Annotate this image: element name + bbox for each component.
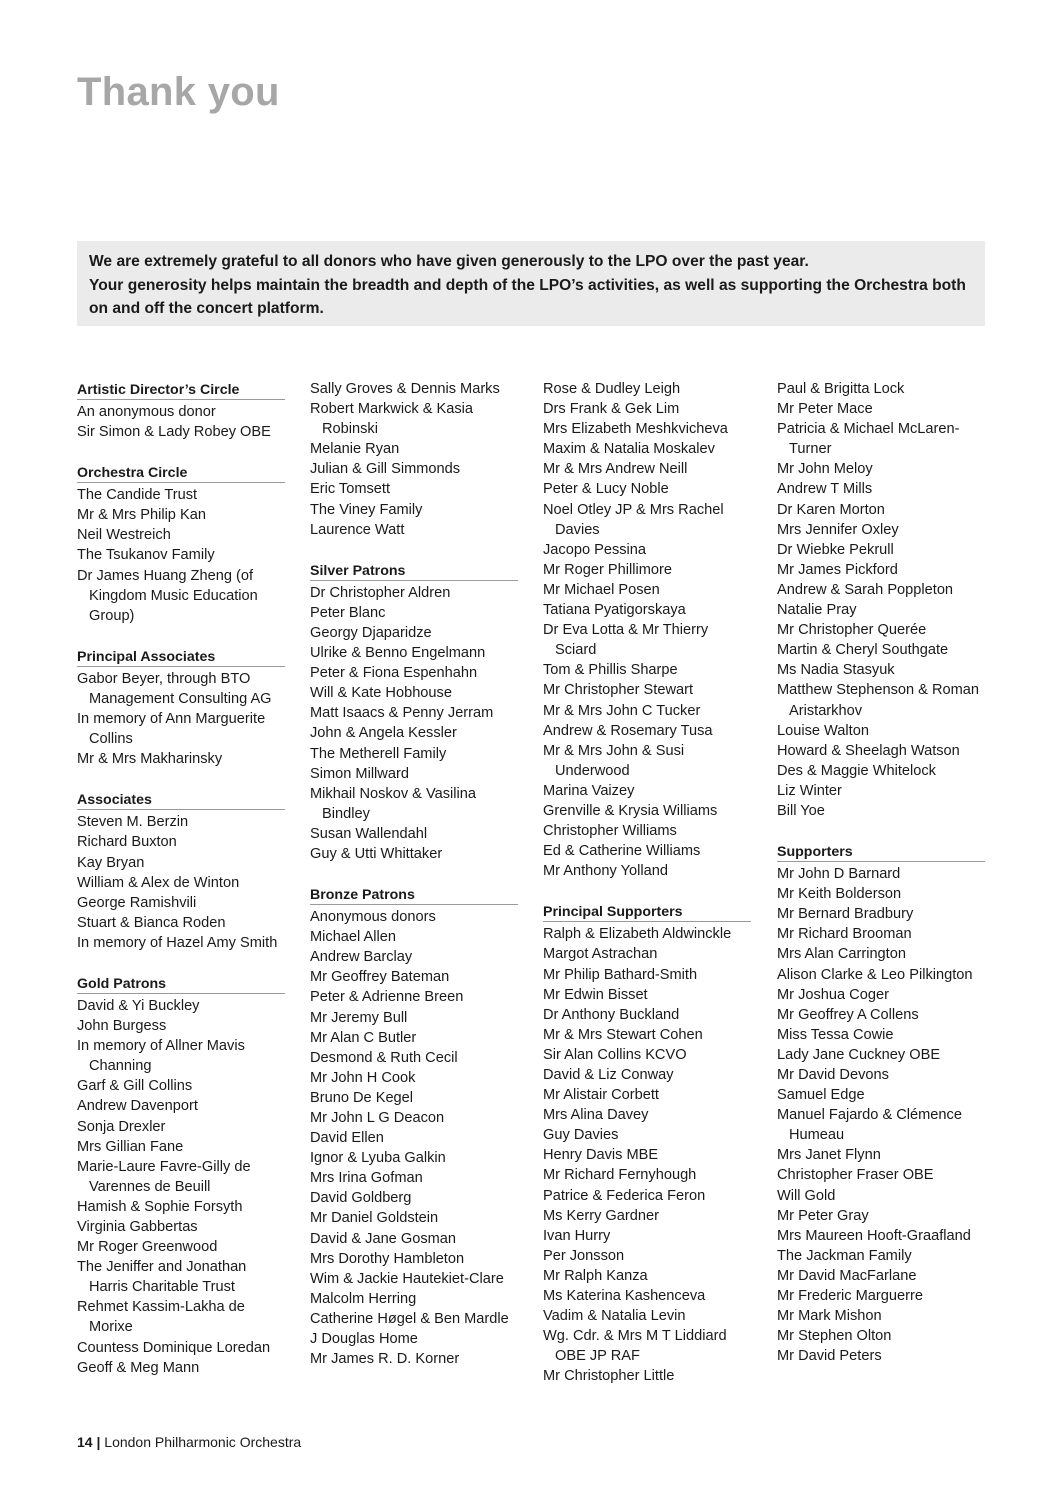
donor-name: Anonymous donors	[310, 909, 436, 926]
donor-name: Mr Mark Mishon	[777, 1308, 882, 1325]
donor-name: Sir Alan Collins KCVO	[543, 1046, 687, 1063]
donor-name: Mr & Mrs John C Tucker	[543, 702, 701, 719]
donor-name: Per Jonsson	[543, 1247, 625, 1264]
donor-name: John & Angela Kessler	[310, 725, 457, 742]
donor-name: Countess Dominique Loredan	[77, 1339, 271, 1356]
donor-name: Henry Davis MBE	[543, 1147, 659, 1164]
donor-name: Andrew T Mills	[777, 481, 873, 498]
donor-name: Rehmet Kassim-Lakha de Morixe	[77, 1299, 245, 1336]
donor-name: Mr Richard Fernyhough	[543, 1167, 697, 1184]
section-heading: Bronze Patrons	[310, 884, 518, 905]
donor-name: Martin & Cheryl Southgate	[777, 642, 949, 659]
donor-name: Dr Wiebke Pekrull	[777, 541, 894, 558]
donor-name: Sonja Drexler	[77, 1118, 166, 1135]
donor-section	[543, 379, 751, 881]
donor-name: Wim & Jackie Hautekiet-Clare	[310, 1270, 504, 1287]
donor-name: Mr Michael Posen	[543, 581, 660, 598]
intro-line-2: Your generosity helps maintain the breadth and depth of the LPO’s activities, as well as supporting the Orchestra both on and off the concert platform.	[89, 276, 966, 317]
donor-name: Manuel Fajardo & Clémence Humeau	[777, 1107, 962, 1144]
donor-name: Mrs Alina Davey	[543, 1107, 649, 1124]
donor-name: Michael Allen	[310, 929, 396, 946]
donor-name: Mrs Alan Carrington	[777, 946, 906, 963]
donor-name: Mr & Mrs Makharinsky	[77, 751, 223, 768]
donor-name: Andrew & Rosemary Tusa	[543, 722, 713, 739]
donor-name: Mr James R. D. Korner	[310, 1351, 460, 1368]
donor-name: Mr Alistair Corbett	[543, 1087, 659, 1104]
page-number: 14	[77, 1434, 93, 1450]
donor-name: David Ellen	[310, 1130, 384, 1147]
donor-name: Geoff & Meg Mann	[77, 1359, 200, 1376]
donor-name: Dr Karen Morton	[777, 501, 885, 518]
donor-name: Melanie Ryan	[310, 441, 400, 458]
intro-line-1: We are extremely grateful to all donors who have given generously to the LPO over the past year.	[89, 253, 809, 270]
donor-name: Robert Markwick & Kasia Robinski	[310, 401, 474, 438]
page-footer	[77, 1434, 301, 1450]
donor-name: Dr Anthony Buckland	[543, 1006, 680, 1023]
donor-name: Ralph & Elizabeth Aldwinckle	[543, 926, 732, 943]
donor-name: Samuel Edge	[777, 1087, 865, 1104]
donor-name: An anonymous donor	[77, 404, 216, 420]
donor-name: Mr Edwin Bisset	[543, 986, 648, 1003]
donor-name: Garf & Gill Collins	[77, 1078, 193, 1095]
donor-name: Mr David MacFarlane	[777, 1267, 917, 1284]
donor-name: Mr Anthony Yolland	[543, 863, 668, 880]
donor-name: Gabor Beyer, through BTO Management Consulting AG	[77, 670, 272, 707]
donor-name: Dr Eva Lotta & Mr Thierry Sciard	[543, 622, 709, 659]
donor-name: Peter & Fiona Espenhahn	[310, 665, 478, 682]
donor-name: Mrs Dorothy Hambleton	[310, 1250, 465, 1267]
donor-name: Mr Frederic Marguerre	[777, 1288, 923, 1305]
donor-name: Peter & Adrienne Breen	[310, 989, 464, 1006]
donor-column-3	[543, 379, 751, 1407]
donor-name: Guy & Utti Whittaker	[310, 845, 443, 862]
section-heading: Associates	[77, 789, 285, 810]
donor-name: Mr Geoffrey A Collens	[777, 1006, 919, 1023]
donor-name: Mr & Mrs Stewart Cohen	[543, 1026, 703, 1043]
donor-section	[310, 560, 518, 864]
donor-name: Andrew Davenport	[77, 1098, 198, 1115]
donor-name: Mr Richard Brooman	[777, 926, 912, 943]
donor-name: Tatiana Pyatigorskaya	[543, 602, 686, 619]
donor-name: Mr Joshua Coger	[777, 986, 889, 1003]
donor-name: Mrs Maureen Hooft-Graafland	[777, 1227, 971, 1244]
donor-name: Andrew Barclay	[310, 949, 413, 966]
donor-name: Kay Bryan	[77, 854, 145, 871]
donor-name: Neil Westreich	[77, 527, 171, 544]
section-heading: Artistic Director’s Circle	[77, 379, 285, 400]
donor-name: J Douglas Home	[310, 1331, 418, 1348]
donor-name: Matt Isaacs & Penny Jerram	[310, 705, 494, 722]
donor-name: Dr James Huang Zheng (of Kingdom Music Education Group)	[77, 567, 258, 624]
donor-name: The Viney Family	[310, 501, 423, 518]
donor-name: Louise Walton	[777, 722, 869, 739]
donor-name: George Ramishvili	[77, 894, 197, 911]
publication-name: London Philharmonic Orchestra	[104, 1434, 302, 1450]
donor-name: In memory of Ann Marguerite Collins	[77, 711, 266, 748]
donor-section	[77, 789, 285, 953]
donor-column-4	[777, 379, 985, 1386]
donor-name: Sally Groves & Dennis Marks	[310, 381, 500, 397]
donor-name: Mrs Irina Gofman	[310, 1170, 423, 1187]
donor-name: Miss Tessa Cowie	[777, 1026, 894, 1043]
donor-name: Julian & Gill Simmonds	[310, 461, 461, 478]
donor-name: Guy Davies	[543, 1127, 619, 1144]
donor-name: Patrice & Federica Feron	[543, 1187, 706, 1204]
donor-section	[310, 884, 518, 1369]
donor-name: Virginia Gabbertas	[77, 1219, 198, 1235]
donor-section	[77, 973, 285, 1378]
donor-name: Mr Peter Gray	[777, 1207, 869, 1224]
donor-name: Ivan Hurry	[543, 1227, 611, 1244]
donor-name: Mr John L G Deacon	[310, 1110, 445, 1126]
donor-name: Bill Yoe	[777, 802, 825, 819]
donor-name: Maxim & Natalia Moskalev	[543, 441, 715, 458]
section-heading: Principal Associates	[77, 646, 285, 667]
donor-name: Mr & Mrs John & Susi Underwood	[543, 742, 685, 779]
donor-name: Mr & Mrs Philip Kan	[77, 507, 206, 524]
donor-name: Patricia & Michael McLaren-Turner	[777, 421, 960, 458]
donor-name: Noel Otley JP & Mrs Rachel Davies	[543, 501, 724, 538]
donor-name: William & Alex de Winton	[77, 874, 240, 891]
donor-name: Mr Christopher Little	[543, 1368, 675, 1385]
donor-name: Will & Kate Hobhouse	[310, 685, 452, 702]
donor-section	[777, 841, 985, 1366]
donor-name: Ignor & Lyuba Galkin	[310, 1150, 446, 1167]
donor-name: Margot Astrachan	[543, 946, 658, 963]
donor-name: The Candide Trust	[77, 487, 198, 504]
donor-name: Christopher Fraser OBE	[777, 1167, 934, 1184]
donor-name: Paul & Brigitta Lock	[777, 381, 905, 397]
donor-section	[77, 462, 285, 626]
donor-name: Ulrike & Benno Engelmann	[310, 645, 486, 662]
donor-name: The Tsukanov Family	[77, 547, 215, 564]
donor-name: Lady Jane Cuckney OBE	[777, 1046, 941, 1063]
donor-name: Mr Christopher Querée	[777, 622, 927, 639]
donor-name: Mr Jeremy Bull	[310, 1009, 408, 1026]
donor-name: Jacopo Pessina	[543, 541, 647, 558]
donor-name: John Burgess	[77, 1018, 167, 1035]
donor-name: Mrs Elizabeth Meshkvicheva	[543, 421, 728, 438]
donor-name: Mr James Pickford	[777, 561, 898, 578]
donor-name: David & Liz Conway	[543, 1067, 674, 1083]
donor-name: The Jackman Family	[777, 1247, 912, 1264]
donor-name: Stuart & Bianca Roden	[77, 914, 226, 931]
donor-name: Natalie Pray	[777, 602, 857, 619]
donor-name: Mr Philip Bathard-Smith	[543, 966, 698, 983]
donor-name: Mr Keith Bolderson	[777, 886, 902, 903]
donor-name: Matthew Stephenson & Roman Aristarkhov	[777, 682, 979, 719]
section-heading: Principal Supporters	[543, 901, 751, 922]
donor-name: Ms Kerry Gardner	[543, 1207, 659, 1224]
donor-name: David & Yi Buckley	[77, 997, 200, 1014]
donor-name: Marie-Laure Favre-Gilly de Varennes de Beuill	[77, 1158, 251, 1195]
donor-name: Mr Daniel Goldstein	[310, 1210, 439, 1227]
donor-name: Peter & Lucy Noble	[543, 481, 669, 498]
donor-name: Eric Tomsett	[310, 481, 391, 498]
donor-name: Steven M. Berzin	[77, 814, 189, 831]
donor-name: Dr Christopher Aldren	[310, 584, 451, 601]
donor-name: Mr John D Barnard	[777, 866, 901, 883]
donor-name: Marina Vaizey	[543, 782, 635, 799]
donor-name: Mr John Meloy	[777, 461, 873, 478]
donor-name: Rose & Dudley Leigh	[543, 381, 681, 397]
donor-section	[77, 646, 285, 769]
donor-name: David Goldberg	[310, 1190, 412, 1207]
donor-name: Susan Wallendahl	[310, 825, 428, 842]
donor-name: Bruno De Kegel	[310, 1089, 414, 1106]
donor-name: Mrs Janet Flynn	[777, 1147, 881, 1164]
donor-name: Sir Simon & Lady Robey OBE	[77, 424, 271, 441]
donor-name: Tom & Phillis Sharpe	[543, 662, 678, 679]
donor-name: Mr Roger Greenwood	[77, 1239, 218, 1256]
donor-name: Malcolm Herring	[310, 1290, 417, 1307]
donor-name: Vadim & Natalia Levin	[543, 1308, 686, 1325]
donor-name: Howard & Sheelagh Watson	[777, 742, 960, 759]
donor-name: Mr David Peters	[777, 1348, 882, 1365]
donor-name: David & Jane Gosman	[310, 1230, 457, 1247]
donor-name: Mr David Devons	[777, 1067, 889, 1083]
donor-name: Mr Bernard Bradbury	[777, 906, 914, 923]
section-heading: Orchestra Circle	[77, 462, 285, 483]
donor-name: Mr Stephen Olton	[777, 1328, 892, 1345]
donor-name: Mr Christopher Stewart	[543, 682, 694, 699]
donor-name: Andrew & Sarah Poppleton	[777, 581, 954, 598]
donor-name: The Metherell Family	[310, 745, 447, 762]
donor-name: Mr & Mrs Andrew Neill	[543, 461, 688, 478]
donor-name: Ed & Catherine Williams	[543, 843, 701, 860]
donor-name: Mr John H Cook	[310, 1069, 416, 1086]
donor-name: Simon Millward	[310, 765, 409, 782]
donor-name: Laurence Watt	[310, 521, 405, 538]
section-heading: Silver Patrons	[310, 560, 518, 581]
donor-name: Mr Alan C Butler	[310, 1029, 417, 1046]
donor-name: Mrs Gillian Fane	[77, 1138, 184, 1155]
donor-name: Will Gold	[777, 1187, 836, 1204]
donor-name: Mrs Jennifer Oxley	[777, 521, 899, 538]
donor-name: Mr Geoffrey Bateman	[310, 969, 450, 986]
donor-column-2	[310, 379, 518, 1389]
donor-name: Grenville & Krysia Williams	[543, 802, 718, 819]
donor-name: In memory of Allner Mavis Channing	[77, 1038, 245, 1075]
donor-name: Ms Nadia Stasyuk	[777, 662, 895, 679]
donor-name: Mr Peter Mace	[777, 401, 873, 418]
donor-name: In memory of Hazel Amy Smith	[77, 934, 278, 951]
donor-name: Desmond & Ruth Cecil	[310, 1049, 458, 1066]
donor-name: Richard Buxton	[77, 834, 177, 851]
donor-name: Mr Ralph Kanza	[543, 1267, 648, 1284]
donor-section	[77, 379, 285, 442]
donor-name: Peter Blanc	[310, 604, 386, 621]
footer-separator: |	[96, 1434, 101, 1450]
intro-box	[77, 241, 985, 326]
donor-name: Catherine Høgel & Ben Mardle	[310, 1310, 509, 1327]
donor-name: Drs Frank & Gek Lim	[543, 401, 680, 418]
section-heading: Supporters	[777, 841, 985, 862]
page-title: Thank you	[77, 70, 280, 114]
donor-section	[777, 379, 985, 821]
donor-column-1	[77, 379, 285, 1398]
donor-section	[310, 379, 518, 540]
donor-name: Mr Roger Phillimore	[543, 561, 672, 578]
donor-name: Georgy Djaparidze	[310, 624, 432, 641]
donor-name: Liz Winter	[777, 782, 842, 799]
donor-name: The Jeniffer and Jonathan Harris Charitable Trust	[77, 1259, 247, 1296]
donor-name: Mikhail Noskov & Vasilina Bindley	[310, 785, 476, 822]
donor-name: Wg. Cdr. & Mrs M T Liddiard OBE JP RAF	[543, 1328, 727, 1365]
donor-name: Christopher Williams	[543, 823, 677, 840]
donor-name: Des & Maggie Whitelock	[777, 762, 936, 779]
donor-name: Hamish & Sophie Forsyth	[77, 1198, 243, 1215]
section-heading: Gold Patrons	[77, 973, 285, 994]
donor-name: Alison Clarke & Leo Pilkington	[777, 966, 973, 983]
donor-name: Ms Katerina Kashenceva	[543, 1288, 706, 1305]
donor-section	[543, 901, 751, 1386]
